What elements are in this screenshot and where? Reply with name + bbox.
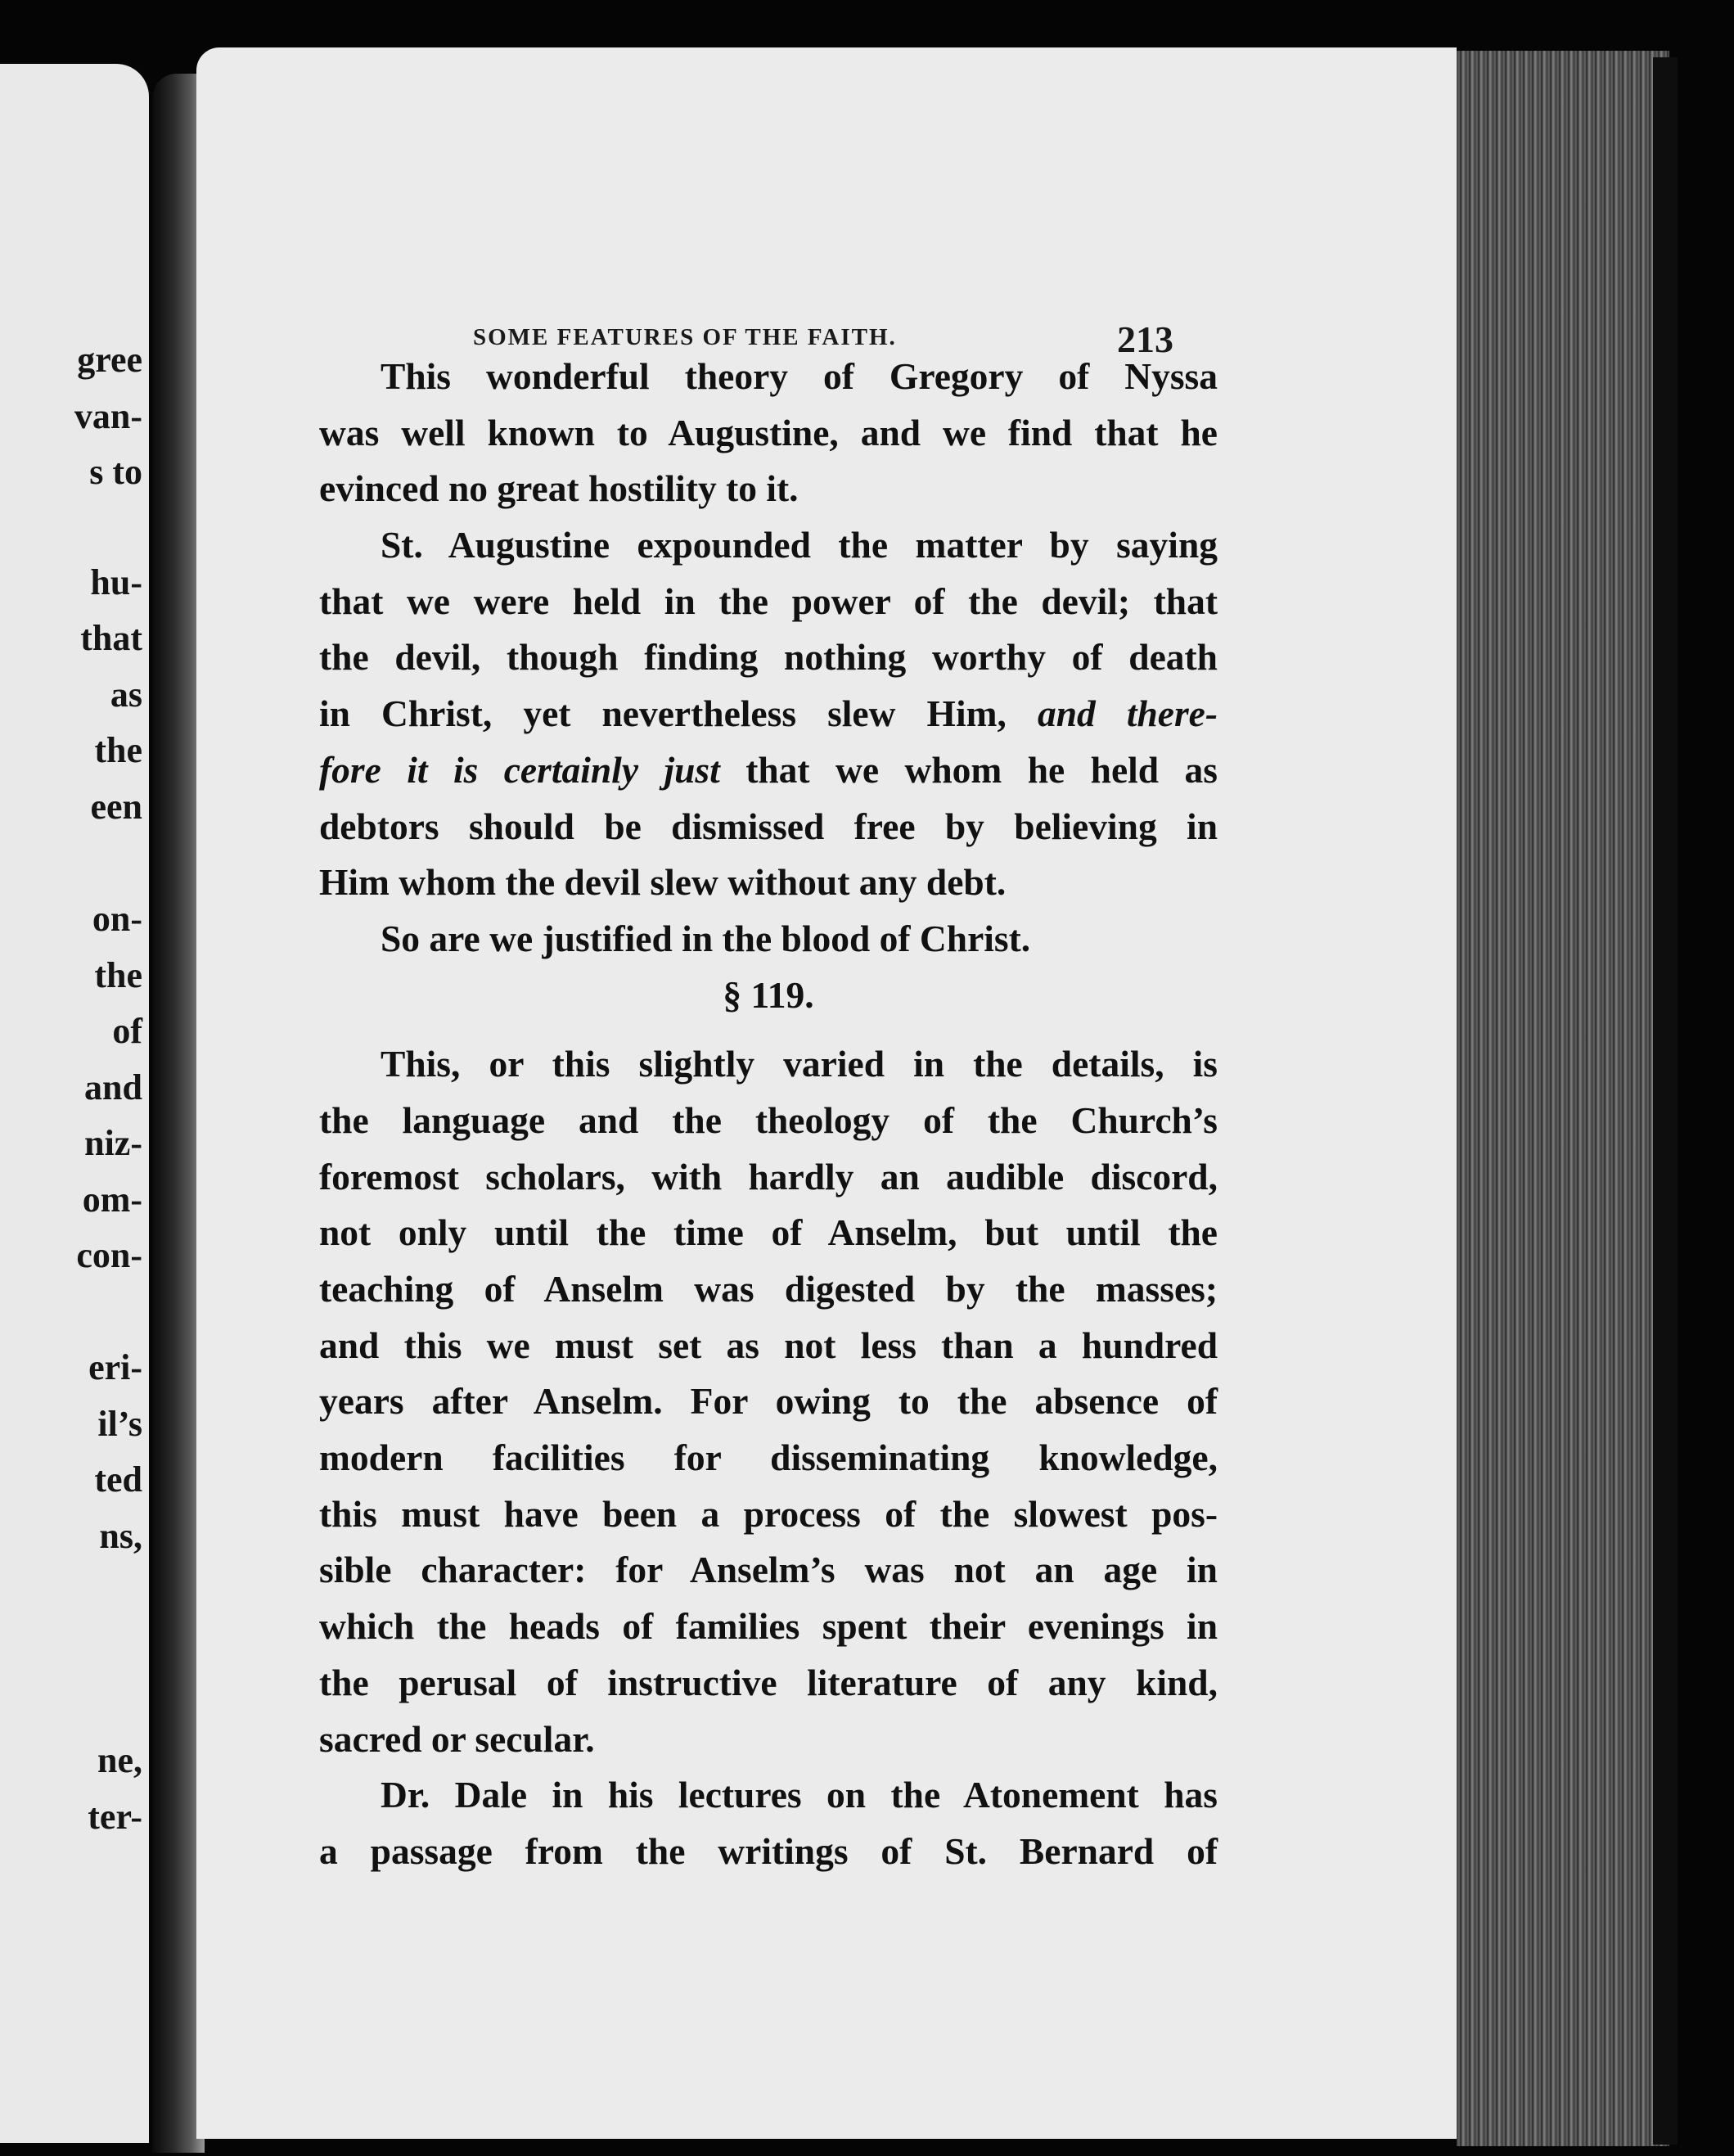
text-run: that we whom he held as (745, 748, 1218, 791)
text-line: sible character: for Anselm’s was not an age in (319, 1549, 1218, 1591)
left-fragment: the (94, 955, 142, 995)
text-line: sacred or secular. (319, 1717, 595, 1760)
left-facing-page (0, 64, 149, 2143)
left-fragment: con- (76, 1235, 142, 1275)
left-fragment: the (94, 730, 142, 770)
text-line: This wonderful theory of Gregory of Nyssa (381, 355, 1218, 397)
text-line: Dr. Dale in his lectures on the Atonement has (381, 1774, 1218, 1816)
text-line: teaching of Anselm was digested by the masses; (319, 1268, 1218, 1310)
book-edge-shadow (1653, 57, 1678, 2145)
text-line: this must have been a process of the slowest pos- (319, 1492, 1218, 1535)
text-line: St. Augustine expounded the matter by saying (381, 524, 1218, 566)
left-fragment: as (110, 674, 142, 715)
section-heading: § 119. (723, 973, 814, 1016)
text-line: years after Anselm. For owing to the absence of (319, 1380, 1218, 1423)
text-line: evinced no great hostility to it. (319, 467, 799, 510)
text-line: and this we must set as not less than a hundred (319, 1324, 1218, 1366)
italic-run: and there- (1037, 692, 1218, 735)
page-number: 213 (1117, 318, 1173, 360)
text-line: was well known to Augustine, and we find that he (319, 411, 1218, 453)
text-line: the perusal of instructive literature of any kind, (319, 1661, 1218, 1703)
text-line-mixed (319, 686, 1218, 742)
text-line: that we were held in the power of the devil; that (319, 580, 1218, 622)
italic-run: fore it is certainly just (319, 748, 720, 791)
left-fragment: ne, (97, 1740, 142, 1780)
spacer (319, 1023, 1218, 1036)
text-line-mixed (319, 742, 1218, 799)
left-fragment: eri- (88, 1347, 142, 1387)
text-line: foremost scholars, with hardly an audible discord, (319, 1155, 1218, 1198)
left-fragment: ter- (88, 1797, 142, 1837)
left-fragment: ns, (99, 1516, 142, 1556)
text-line: modern facilities for disseminating knowledge, (319, 1437, 1218, 1479)
text-line: Him whom the devil slew without any debt. (319, 861, 1007, 904)
left-fragment: van- (74, 396, 142, 436)
left-fragment: that (80, 618, 142, 658)
left-fragment: of (112, 1011, 142, 1051)
left-fragment: il’s (97, 1404, 142, 1444)
running-head: SOME FEATURES OF THE FAITH. (473, 324, 897, 350)
text-line: which the heads of families spent their evenings in (319, 1605, 1218, 1648)
left-fragment: s to (89, 452, 142, 492)
text-line: So are we justified in the blood of Christ. (381, 917, 1031, 959)
left-fragment: gree (77, 340, 142, 380)
left-fragment: and (84, 1067, 142, 1107)
left-fragment: om- (82, 1179, 142, 1220)
text-line: a passage from the writings of St. Bernard of (319, 1829, 1218, 1872)
text-line: not only until the time of Anselm, but until the (319, 1211, 1218, 1254)
text-line: the devil, though finding nothing worthy of death (319, 636, 1218, 679)
text-line: This, or this slightly varied in the details, is (381, 1043, 1218, 1085)
left-fragment: hu- (90, 562, 142, 602)
book-page (196, 47, 1457, 2139)
text-line: debtors should be dismissed free by believing in (319, 805, 1218, 847)
left-fragment: on- (92, 899, 142, 939)
text-line: the language and the theology of the Church’s (319, 1098, 1218, 1141)
left-fragment: niz- (84, 1123, 142, 1163)
left-fragment: een (90, 787, 142, 827)
text-run: in Christ, yet nevertheless slew Him, (319, 692, 1007, 735)
page-edge-stack (1457, 51, 1669, 2146)
page-body (319, 349, 1218, 1880)
left-fragment: ted (94, 1459, 142, 1500)
